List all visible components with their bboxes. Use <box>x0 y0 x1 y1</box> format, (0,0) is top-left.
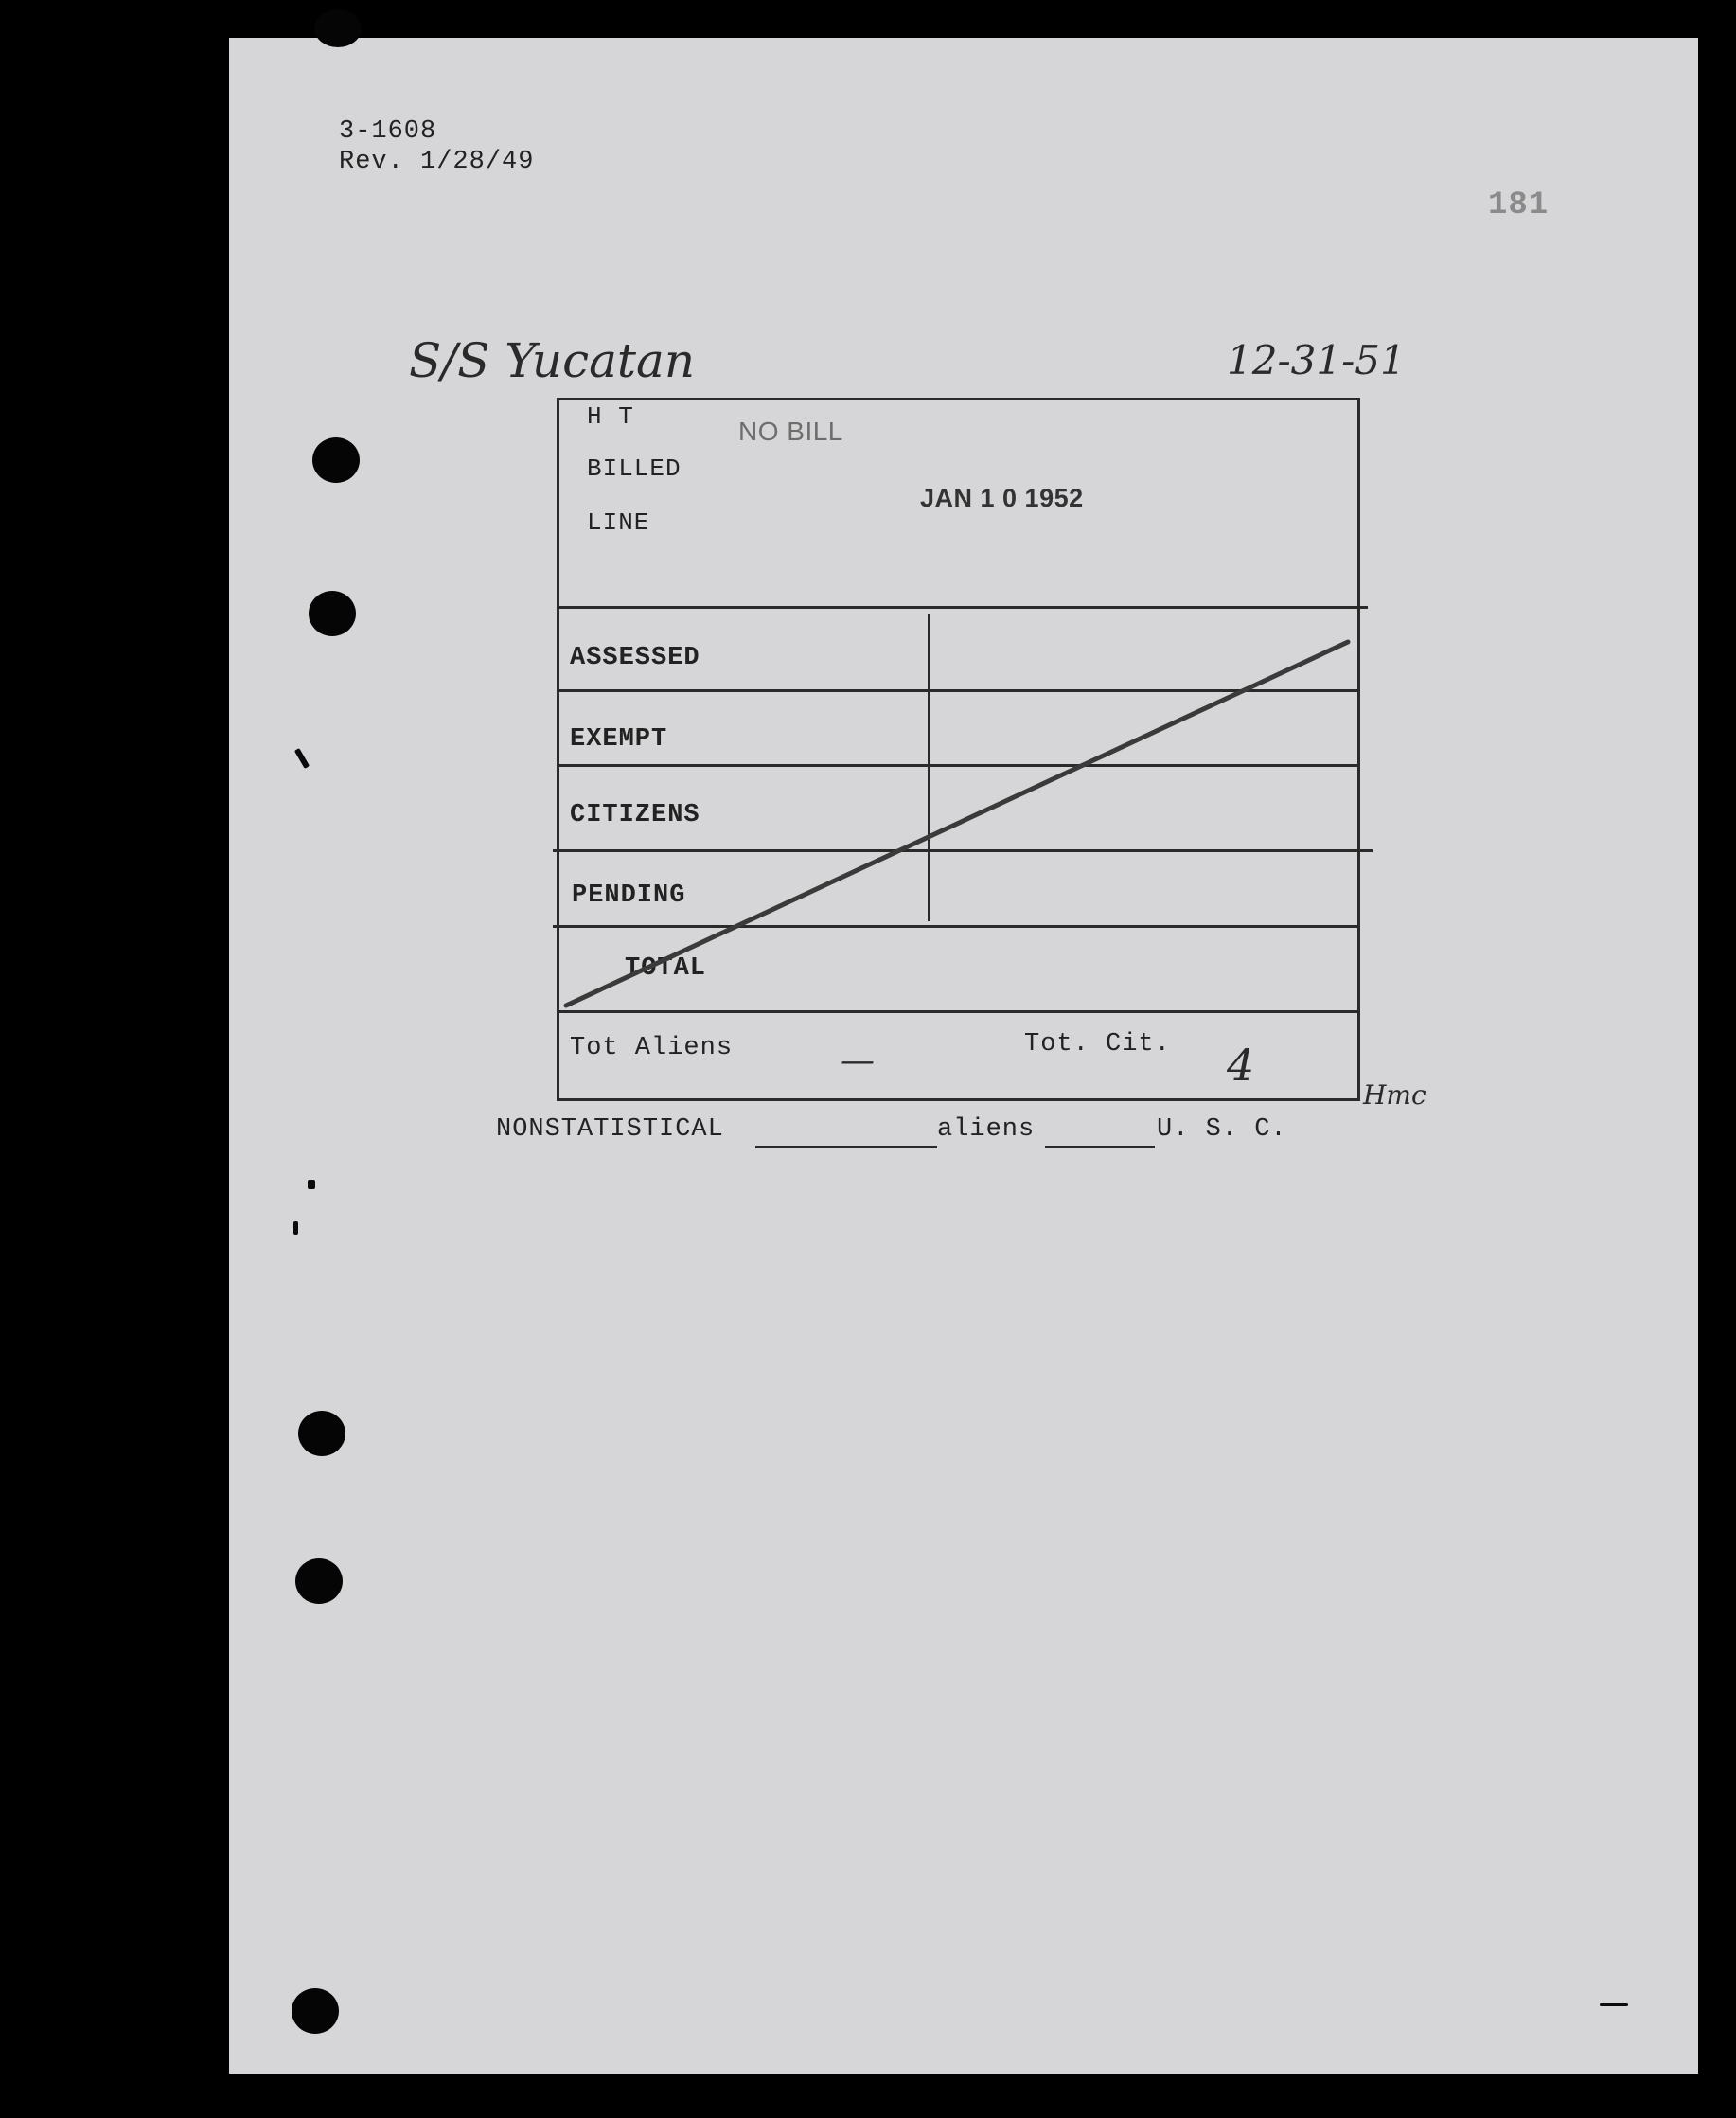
vessel-name: S/S Yucatan <box>409 333 696 388</box>
no-bill-stamp: NO BILL <box>738 417 843 446</box>
ht-label: H T <box>587 402 634 431</box>
line-label: LINE <box>587 508 650 537</box>
nonstatistical-label: NONSTATISTICAL <box>496 1115 724 1144</box>
billed-label: BILLED <box>587 454 682 483</box>
form-revision: Rev. 1/28/49 <box>339 148 535 176</box>
citizens-label: CITIZENS <box>570 801 700 829</box>
aliens-label: aliens <box>937 1115 1036 1144</box>
initials: Hmc <box>1363 1079 1426 1111</box>
tot-cit-value: 4 <box>1227 1040 1255 1091</box>
tot-aliens-value: — <box>841 1041 875 1080</box>
received-date-stamp: JAN 1 0 1952 <box>920 484 1084 512</box>
assessed-label: ASSESSED <box>570 644 700 672</box>
usc-label: U. S. C. <box>1157 1115 1287 1144</box>
pending-label: PENDING <box>572 881 686 910</box>
tot-cit-label: Tot. Cit. <box>1024 1030 1171 1059</box>
form-number: 3-1608 <box>339 117 437 146</box>
exempt-label: EXEMPT <box>570 725 668 754</box>
page-number: 181 <box>1488 187 1550 223</box>
tot-aliens-label: Tot Aliens <box>570 1034 734 1062</box>
total-label: TOTAL <box>625 954 707 983</box>
voyage-date: 12-31-51 <box>1227 337 1406 383</box>
